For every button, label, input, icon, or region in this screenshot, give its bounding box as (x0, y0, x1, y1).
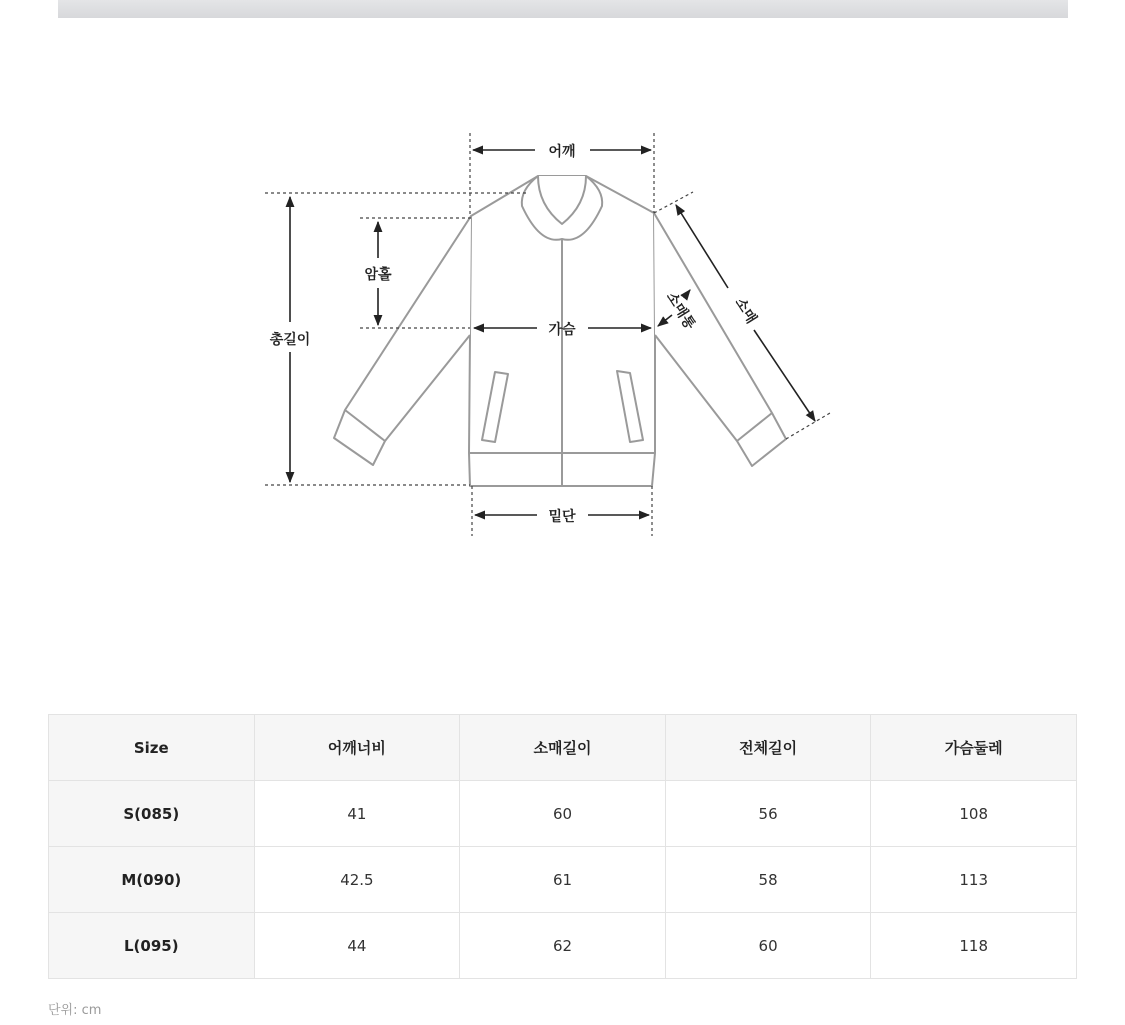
cell-shoulder-width: 41 (254, 781, 460, 847)
label-total-length: 총길이 (269, 332, 311, 348)
row-size-label: S(085) (49, 781, 255, 847)
row-size-label: L(095) (49, 913, 255, 979)
label-sleeve-width: 소매통 (662, 289, 698, 333)
row-size-label: M(090) (49, 847, 255, 913)
cell-chest-circumference: 118 (871, 913, 1077, 979)
label-chest: 가슴 (548, 322, 576, 338)
cell-total-length: 60 (665, 913, 871, 979)
label-hem: 밑단 (548, 509, 576, 525)
cell-shoulder-width: 44 (254, 913, 460, 979)
cell-shoulder-width: 42.5 (254, 847, 460, 913)
cell-sleeve-length: 61 (460, 847, 666, 913)
table-row (49, 913, 1077, 979)
table-header-row (49, 715, 1077, 781)
header-total-length: 전체길이 (665, 715, 871, 781)
table-row (49, 847, 1077, 913)
cell-chest-circumference: 108 (871, 781, 1077, 847)
header-chest-circumference: 가슴둘레 (871, 715, 1077, 781)
header-sleeve-length: 소매길이 (460, 715, 666, 781)
label-shoulder: 어깨 (548, 144, 576, 160)
cell-total-length: 56 (665, 781, 871, 847)
header-shoulder-width: 어깨너비 (254, 715, 460, 781)
cell-chest-circumference: 113 (871, 847, 1077, 913)
size-chart-table (48, 714, 1077, 979)
cell-sleeve-length: 62 (460, 913, 666, 979)
cell-total-length: 58 (665, 847, 871, 913)
label-armhole: 암홀 (364, 267, 392, 283)
header-size: Size (49, 715, 255, 781)
label-sleeve: 소매 (731, 295, 760, 327)
table-row (49, 781, 1077, 847)
unit-note: 단위: cm (48, 1003, 102, 1018)
cell-sleeve-length: 60 (460, 781, 666, 847)
